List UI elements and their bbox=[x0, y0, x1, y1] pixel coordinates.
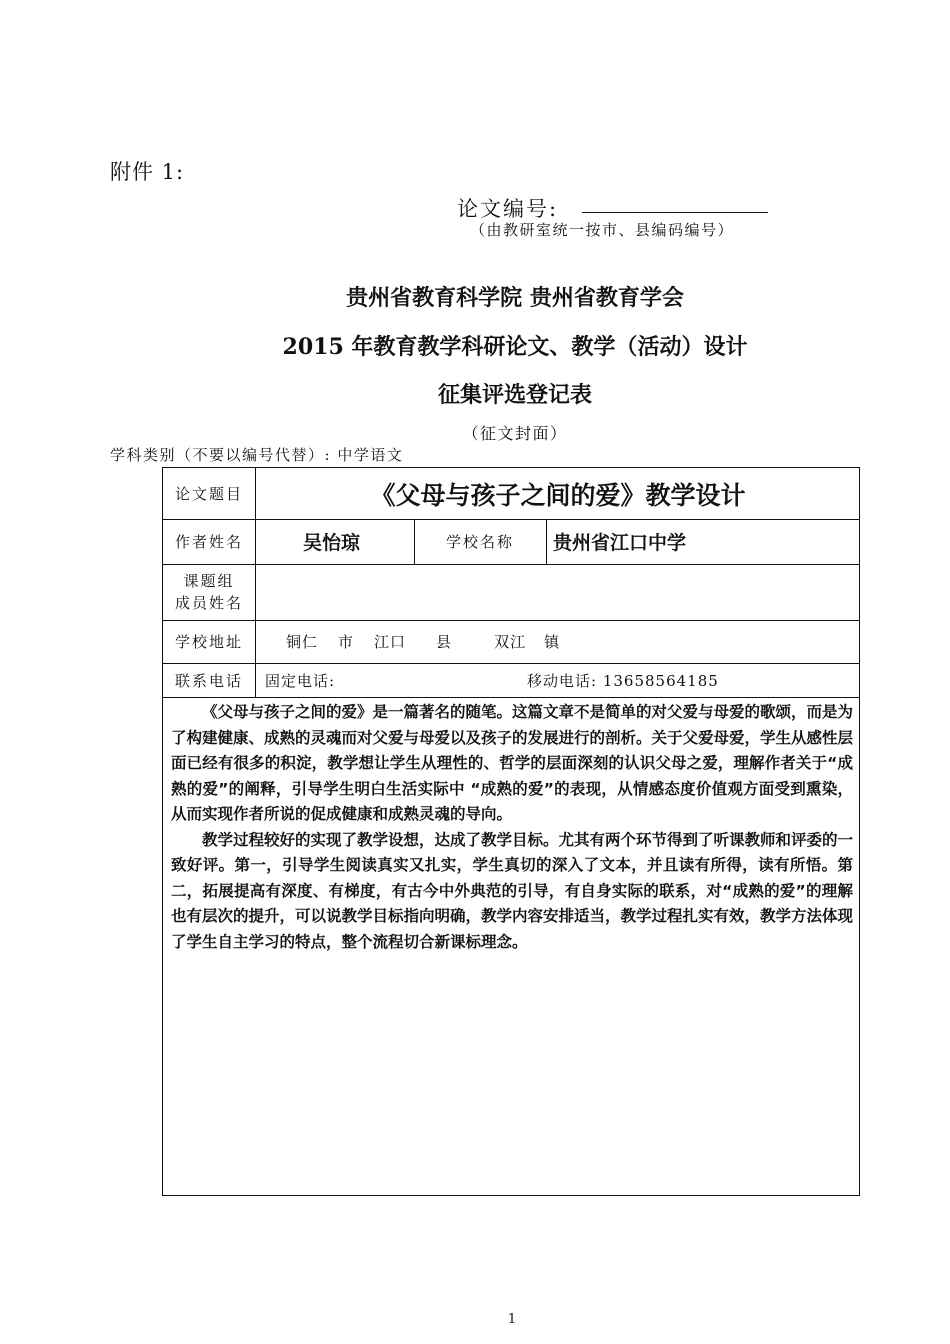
page-number: 1 bbox=[507, 1312, 517, 1327]
paper-number-blank-line bbox=[582, 212, 768, 213]
title-form-name: 征集评选登记表 bbox=[437, 382, 592, 408]
school-name-value: 贵州省江口中学 bbox=[553, 532, 687, 554]
group-members-label bbox=[163, 564, 255, 620]
paper-number-label: 论文编号: bbox=[457, 197, 559, 221]
subject-category: 学科类别（不要以编号代替）: 中学语文 bbox=[110, 446, 404, 464]
school-address-label: 学校地址 bbox=[174, 633, 243, 651]
school-address-value bbox=[255, 620, 861, 663]
address-city: 铜仁 bbox=[286, 633, 319, 651]
group-members-value bbox=[255, 564, 861, 620]
school-name-label: 学校名称 bbox=[445, 533, 514, 551]
attachment-label: 附件 1: bbox=[110, 160, 185, 184]
address-town: 双江 bbox=[494, 633, 527, 651]
paper-number-note: （由教研室统一按市、县编码编号） bbox=[470, 221, 735, 239]
title-organizations: 贵州省教育科学院 贵州省教育学会 bbox=[346, 285, 684, 311]
abstract-paragraph: 《父母与孩子之间的爱》是一篇著名的随笔。这篇文章不是简单的对父爱与母爱的歌颂，而是为了构建健康、成熟的灵魂而对父爱与母爱以及孩子的发展进行的剖析。关于父爱母爱，学生从感性层面已经有很多的积淀，教学想让学生从理性的、哲学的层面深刻的认识父母之爱，理解作者关于“成熟的爱”的阐释，引导学生明白生活实际中 “成熟的爱”的表现，从情感态度价值观方面受到熏染，从而实现作者所说的促成健康和成熟灵魂的导向。 bbox=[171, 703, 854, 823]
address-city-unit: 市 bbox=[338, 633, 355, 651]
abstract-paragraph: 教学过程较好的实现了教学设想，达成了教学目标。尤其有两个环节得到了听课教师和评委的一致好评。第一，引导学生阅读真实又扎实，学生真切的深入了文本，并且读有所得，读有所悟。第二，拓展提高有深度、有梯度，有古今中外典范的引导，有自身实际的联系，对“成熟的爱”的理解也有层次的提升，可以说教学目标指向明确，教学内容安排适当，教学过程扎实有效，教学方法体现了学生自主学习的特点，整个流程切合新课标理念。 bbox=[171, 830, 854, 951]
mobile-phone: 移动电话: 13658564185 bbox=[527, 671, 719, 690]
landline-label: 固定电话: bbox=[265, 671, 336, 690]
group-members-label-line1: 课题组 bbox=[183, 572, 235, 590]
title-competition: 2015 年教育教学科研论文、教学（活动）设计 bbox=[282, 334, 748, 360]
row-divider bbox=[163, 697, 859, 698]
paper-title-label: 论文题目 bbox=[174, 485, 243, 503]
phone-label: 联系电话 bbox=[174, 671, 243, 690]
registration-form-table bbox=[162, 467, 860, 1196]
group-members-label-line2: 成员姓名 bbox=[174, 594, 243, 612]
cover-note: （征文封面） bbox=[462, 424, 568, 443]
abstract-body bbox=[171, 700, 853, 955]
paper-title-value: 《父母与孩子之间的爱》教学设计 bbox=[370, 480, 746, 510]
address-county-unit: 县 bbox=[436, 633, 453, 651]
author-name-value: 吴怡琼 bbox=[303, 532, 361, 554]
address-town-unit: 镇 bbox=[544, 633, 561, 651]
address-county: 江口 bbox=[374, 633, 407, 651]
author-name-label: 作者姓名 bbox=[174, 533, 243, 551]
